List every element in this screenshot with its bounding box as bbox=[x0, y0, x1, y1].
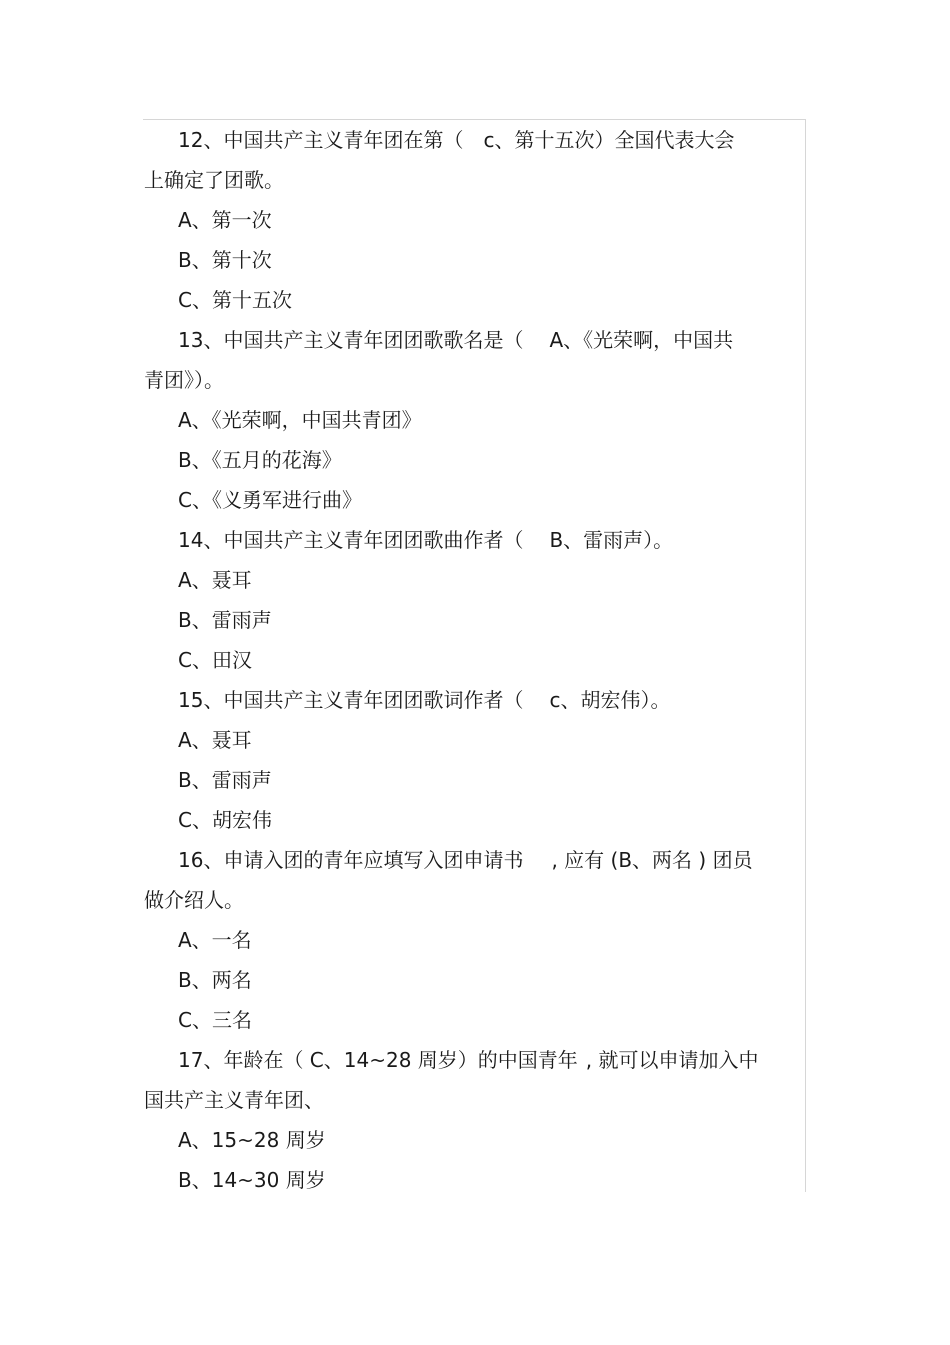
question-15-line-1 bbox=[144, 680, 806, 720]
question-answer: c、胡宏伟）。 bbox=[549, 688, 671, 712]
question-13-line-2 bbox=[144, 360, 806, 400]
question-12-line-2 bbox=[144, 160, 806, 200]
option-13-c: C、《义勇军进行曲》 bbox=[178, 488, 362, 512]
option-14-c: C、田汉 bbox=[178, 648, 252, 672]
option-14-b: B、雷雨声 bbox=[178, 608, 272, 632]
option-12-b: B、第十次 bbox=[178, 248, 272, 272]
question-17-line-1 bbox=[144, 1040, 806, 1080]
question-16-line-2 bbox=[144, 880, 806, 920]
option-15-b: B、雷雨声 bbox=[178, 768, 272, 792]
document-body bbox=[144, 120, 806, 1200]
question-answer: , 就可以申请加入中 bbox=[585, 1048, 759, 1072]
question-17-line-2 bbox=[144, 1080, 806, 1120]
option-17-a: A、15~28 周岁 bbox=[178, 1128, 326, 1152]
question-stem: 12、中国共产主义青年团在第（ bbox=[178, 128, 464, 152]
option-15-c: C、胡宏伟 bbox=[178, 808, 272, 832]
question-stem-continued: 青团》）。 bbox=[144, 368, 224, 392]
question-stem-continued: 国共产主义青年团、 bbox=[144, 1088, 324, 1112]
option-16-b: B、两名 bbox=[178, 968, 252, 992]
question-answer: c、第十五次）全国代表大会 bbox=[483, 128, 735, 152]
option-16-c: C、三名 bbox=[178, 1008, 252, 1032]
question-14-line-1 bbox=[144, 520, 806, 560]
question-answer: B、雷雨声）。 bbox=[549, 528, 674, 552]
question-stem-continued: 做介绍人。 bbox=[144, 888, 244, 912]
question-12-line-1 bbox=[144, 120, 806, 160]
question-answer: A、《光荣啊，中国共 bbox=[549, 328, 734, 352]
question-stem: 16、申请入团的青年应填写入团申请书 bbox=[178, 848, 524, 872]
option-12-a: A、第一次 bbox=[178, 208, 272, 232]
question-answer: , 应有 (B、两名 ) 团员 bbox=[551, 848, 753, 872]
question-13-line-1 bbox=[144, 320, 806, 360]
question-stem: 15、中国共产主义青年团团歌词作者（ bbox=[178, 688, 524, 712]
question-stem-continued: 上确定了团歌。 bbox=[144, 168, 284, 192]
option-16-a: A、一名 bbox=[178, 928, 252, 952]
option-13-a: A、《光荣啊，中国共青团》 bbox=[178, 408, 422, 432]
question-16-line-1 bbox=[144, 840, 806, 880]
question-stem: 14、中国共产主义青年团团歌曲作者（ bbox=[178, 528, 524, 552]
option-15-a: A、聂耳 bbox=[178, 728, 252, 752]
option-17-b: B、14~30 周岁 bbox=[178, 1168, 326, 1192]
option-14-a: A、聂耳 bbox=[178, 568, 252, 592]
option-13-b: B、《五月的花海》 bbox=[178, 448, 342, 472]
question-stem: 17、年龄在（ C、14~28 周岁）的中国青年 bbox=[178, 1048, 578, 1072]
question-stem: 13、中国共产主义青年团团歌歌名是（ bbox=[178, 328, 524, 352]
option-12-c: C、第十五次 bbox=[178, 288, 292, 312]
